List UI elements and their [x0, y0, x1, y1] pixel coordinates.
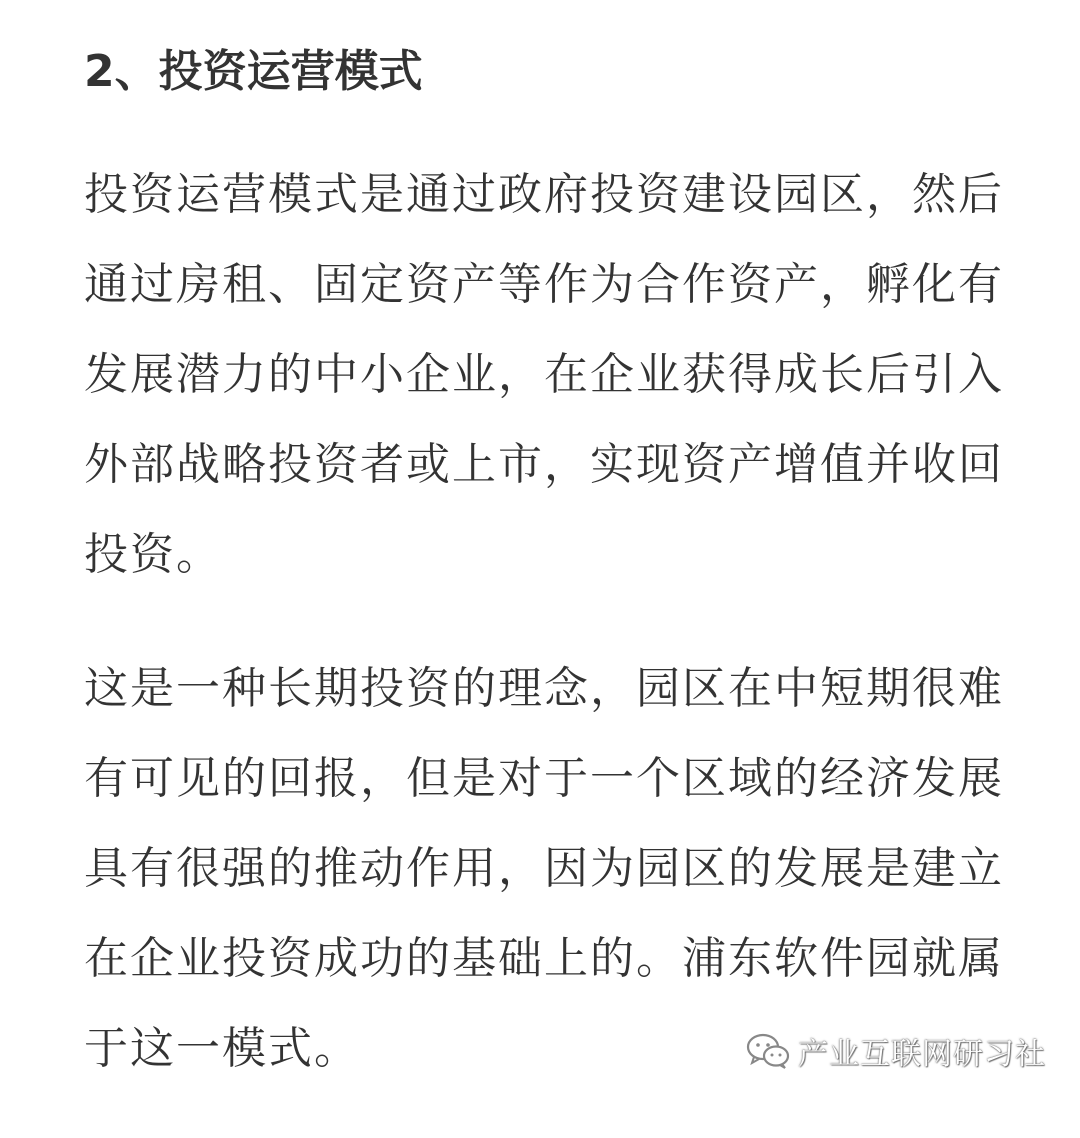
wechat-icon	[746, 1032, 790, 1070]
paragraph-line: 外部战略投资者或上市，实现资产增值并收回	[84, 439, 1004, 490]
paragraph-2	[84, 644, 1004, 1094]
paragraph-1	[84, 150, 1004, 600]
paragraph-line: 通过房租、固定资产等作为合作资产，孵化有	[84, 259, 1004, 310]
section-heading: 2、投资运营模式	[84, 46, 423, 97]
paragraph-line: 在企业投资成功的基础上的。浦东软件园就属	[84, 933, 1004, 984]
watermark-text: 产业互联网研习社	[798, 1037, 1046, 1072]
paragraph-line: 于这一模式。	[84, 1023, 360, 1074]
paragraph-line: 有可见的回报，但是对于一个区域的经济发展	[84, 753, 1004, 804]
paragraph-line: 投资。	[84, 529, 222, 580]
article	[84, 40, 1004, 1138]
paragraph-line: 具有很强的推动作用，因为园区的发展是建立	[84, 843, 1004, 894]
paragraph-line: 这是一种长期投资的理念，园区在中短期很难	[84, 663, 1004, 714]
watermark	[746, 1029, 1046, 1073]
paragraph-line: 发展潜力的中小企业，在企业获得成长后引入	[84, 349, 1004, 400]
paragraph-line: 投资运营模式是通过政府投资建设园区，然后	[84, 169, 1004, 220]
